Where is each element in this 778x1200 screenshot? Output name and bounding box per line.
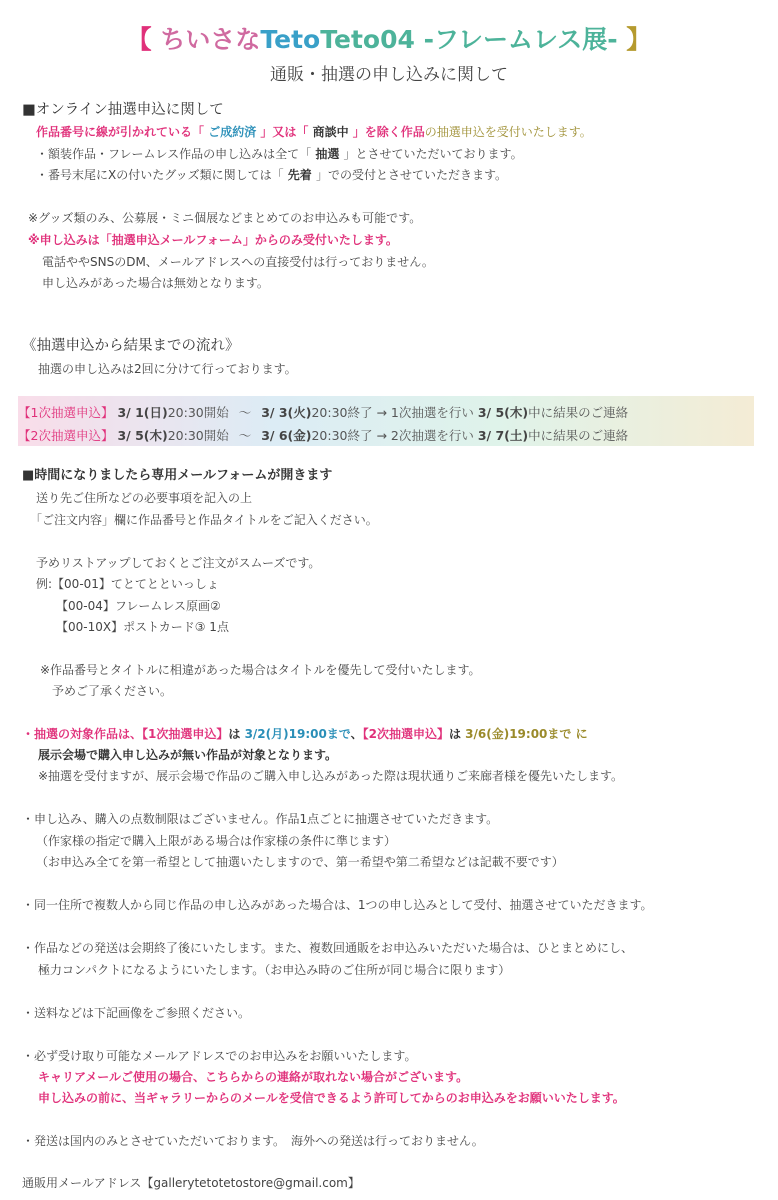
schedule-end-date: 3/ 3(火) — [261, 405, 312, 420]
schedule-result-date: 3/ 7(土) — [477, 428, 529, 443]
schedule-row-2 — [18, 426, 628, 444]
online-line-3 — [36, 167, 507, 183]
l1-a: 作品番号に線が引かれている「 — [36, 125, 205, 139]
form-line-7: ※作品番号とタイトルに相違があった場合はタイトルを優先して受付いたします。 — [40, 663, 481, 677]
schedule-result-text: 中に結果のご連絡 — [528, 428, 629, 443]
schedule-end-time: 20:30終了 → 1次抽選を行い — [311, 405, 474, 420]
form-heading: ■時間になりましたら専用メールフォームが開きます — [22, 468, 333, 483]
target-line-1 — [22, 726, 588, 742]
limit-line-3: （お申込み全てを第一希望として抽選いたしますので、第一希望や第二希望などは記載不要です） — [36, 855, 564, 869]
form-example-1: 例:【00-01】てとてとといっしょ — [36, 577, 219, 591]
t1-f: 【2次抽選申込】 — [362, 727, 449, 741]
schedule-start-time: 20:30開始 — [167, 405, 229, 420]
l2-b: 抽選 — [311, 147, 344, 161]
l2-a: ・額装作品・フレームレス作品の申し込みは全て「 — [36, 147, 312, 161]
t1-h: 3/6(金)19:00まで — [465, 727, 572, 741]
schedule-result-date: 3/ 5(木) — [477, 405, 529, 420]
t1-d: 3/2(月)19:00まで — [244, 727, 351, 741]
page-subtitle: 通販・抽選の申し込みに関して — [270, 65, 508, 85]
page-title — [0, 20, 778, 56]
l1-d: 商談中 — [308, 125, 353, 139]
title-part-d: 04 -フレームレス展- — [380, 25, 618, 54]
address-line: ・同一住所で複数人から同じ作品の申し込みがあった場合は、1つの申し込みとして受付、抽選させていただきます。 — [22, 898, 653, 912]
schedule-start-time: 20:30開始 — [167, 428, 229, 443]
title-bracket-open: 【 — [126, 25, 152, 54]
schedule-row-1 — [18, 403, 628, 421]
t1-b: 【1次抽選申込】 — [142, 727, 229, 741]
title-part-c: Teto — [320, 25, 381, 54]
online-heading: ■オンライン抽選申込に関して — [22, 102, 224, 118]
online-line-6: 電話ややSNSのDM、メールアドレスへの直接受付は行っておりません。 — [42, 255, 434, 269]
l3-c: 」での受付とさせていただきます。 — [315, 168, 508, 182]
online-line-5 — [28, 232, 398, 248]
schedule-start-date: 3/ 5(木) — [117, 428, 168, 443]
l5-b: 抽選申込メールフォーム — [111, 233, 243, 247]
l3-a: ・番号末尾にXの付いたグッズ類に関しては「 — [36, 168, 284, 182]
shipping-line-2: 極力コンパクトになるようにいたします。（お申込み時のご住所が同じ場合に限ります） — [38, 963, 511, 977]
form-example-3: 【00-10X】ポストカード③ 1点 — [56, 620, 229, 634]
shipping-line-1: ・作品などの発送は会期終了後にいたします。また、複数回通販をお申込みいただいた場合は、ひとまとめにし、 — [22, 941, 634, 955]
form-example-2: 【00-04】フレームレス原画② — [56, 599, 221, 613]
l1-f: の抽選申込を受付いたします。 — [424, 125, 592, 139]
l5-c: 」からのみ受付いたします。 — [242, 233, 398, 247]
l2-c: 」とさせていただいております。 — [343, 147, 523, 161]
online-line-1 — [36, 124, 592, 140]
postage-line: ・送料などは下記画像をご参照ください。 — [22, 1006, 251, 1020]
title-part-a: ちいさな — [160, 25, 261, 54]
t1-g: は — [448, 727, 466, 741]
l1-c: 」又は「 — [260, 125, 309, 139]
form-line-3: 予めリストアップしておくとご注文がスムーズです。 — [36, 556, 321, 570]
schedule-result-text: 中に結果のご連絡 — [528, 405, 629, 420]
title-part-b: Teto — [260, 25, 321, 54]
schedule-end-date: 3/ 6(金) — [261, 428, 312, 443]
t1-i: に — [571, 727, 588, 741]
schedule-label: 【2次抽選申込】 — [18, 428, 114, 443]
form-line-1: 送り先ご住所などの必要事項を記入の上 — [36, 491, 253, 505]
target-line-2: 展示会場で購入申し込みが無い作品が対象となります。 — [38, 748, 338, 762]
schedule-label: 【1次抽選申込】 — [18, 405, 114, 420]
form-line-2: 「ご注文内容」欄に作品番号と作品タイトルをご記入ください。 — [30, 513, 378, 527]
schedule-start-date: 3/ 1(日) — [117, 405, 168, 420]
flow-heading: 《抽選申込から結果までの流れ》 — [22, 338, 240, 354]
email-line-2: キャリアメールご使用の場合、こちらからの連絡が取れない場合がございます。 — [38, 1070, 469, 1084]
limit-line-2: （作家様の指定で購入上限がある場合は作家様の条件に準じます） — [36, 834, 397, 848]
l1-b: ご成約済 — [204, 125, 261, 139]
flow-intro: 抽選の申し込みは2回に分けて行っております。 — [38, 362, 297, 376]
t1-a: ・抽選の対象作品は、 — [22, 727, 143, 741]
l3-b: 先着 — [283, 168, 316, 182]
t1-e: 、 — [350, 727, 363, 741]
domestic-line: ・発送は国内のみとさせていただいております。 海外への発送は行っておりません。 — [22, 1134, 484, 1148]
title-bracket-close: 】 — [626, 25, 652, 54]
target-line-3: ※抽選を受付ますが、展示会場で作品のご購入申し込みがあった際は現状通りご来廊者様を優先いたします。 — [38, 769, 623, 783]
online-line-4: ※グッズ類のみ、公募展・ミニ個展などまとめてのお申込みも可能です。 — [28, 211, 422, 225]
schedule-sep: 〜 — [238, 428, 252, 443]
t1-c: は — [228, 727, 245, 741]
schedule-sep: 〜 — [238, 405, 252, 420]
online-line-7: 申し込みがあった場合は無効となります。 — [42, 276, 269, 290]
email-line-3: 申し込みの前に、当ギャラリーからのメールを受信できるよう許可してからのお申込みをお願いいたします。 — [38, 1091, 625, 1105]
contact-email: 通販用メールアドレス【gallerytetotetostore@gmail.com】 — [22, 1176, 360, 1190]
l5-a: ※申し込みは「 — [28, 233, 112, 247]
online-line-2 — [36, 146, 523, 162]
email-line-1: ・必ず受け取り可能なメールアドレスでのお申込みをお願いいたします。 — [22, 1049, 417, 1063]
form-line-8: 予めご了承ください。 — [52, 684, 173, 698]
limit-line-1: ・申し込み、購入の点数制限はございません。作品1点ごとに抽選させていただきます。 — [22, 812, 499, 826]
l1-e: 」を除く作品 — [352, 125, 425, 139]
schedule-end-time: 20:30終了 → 2次抽選を行い — [311, 428, 474, 443]
